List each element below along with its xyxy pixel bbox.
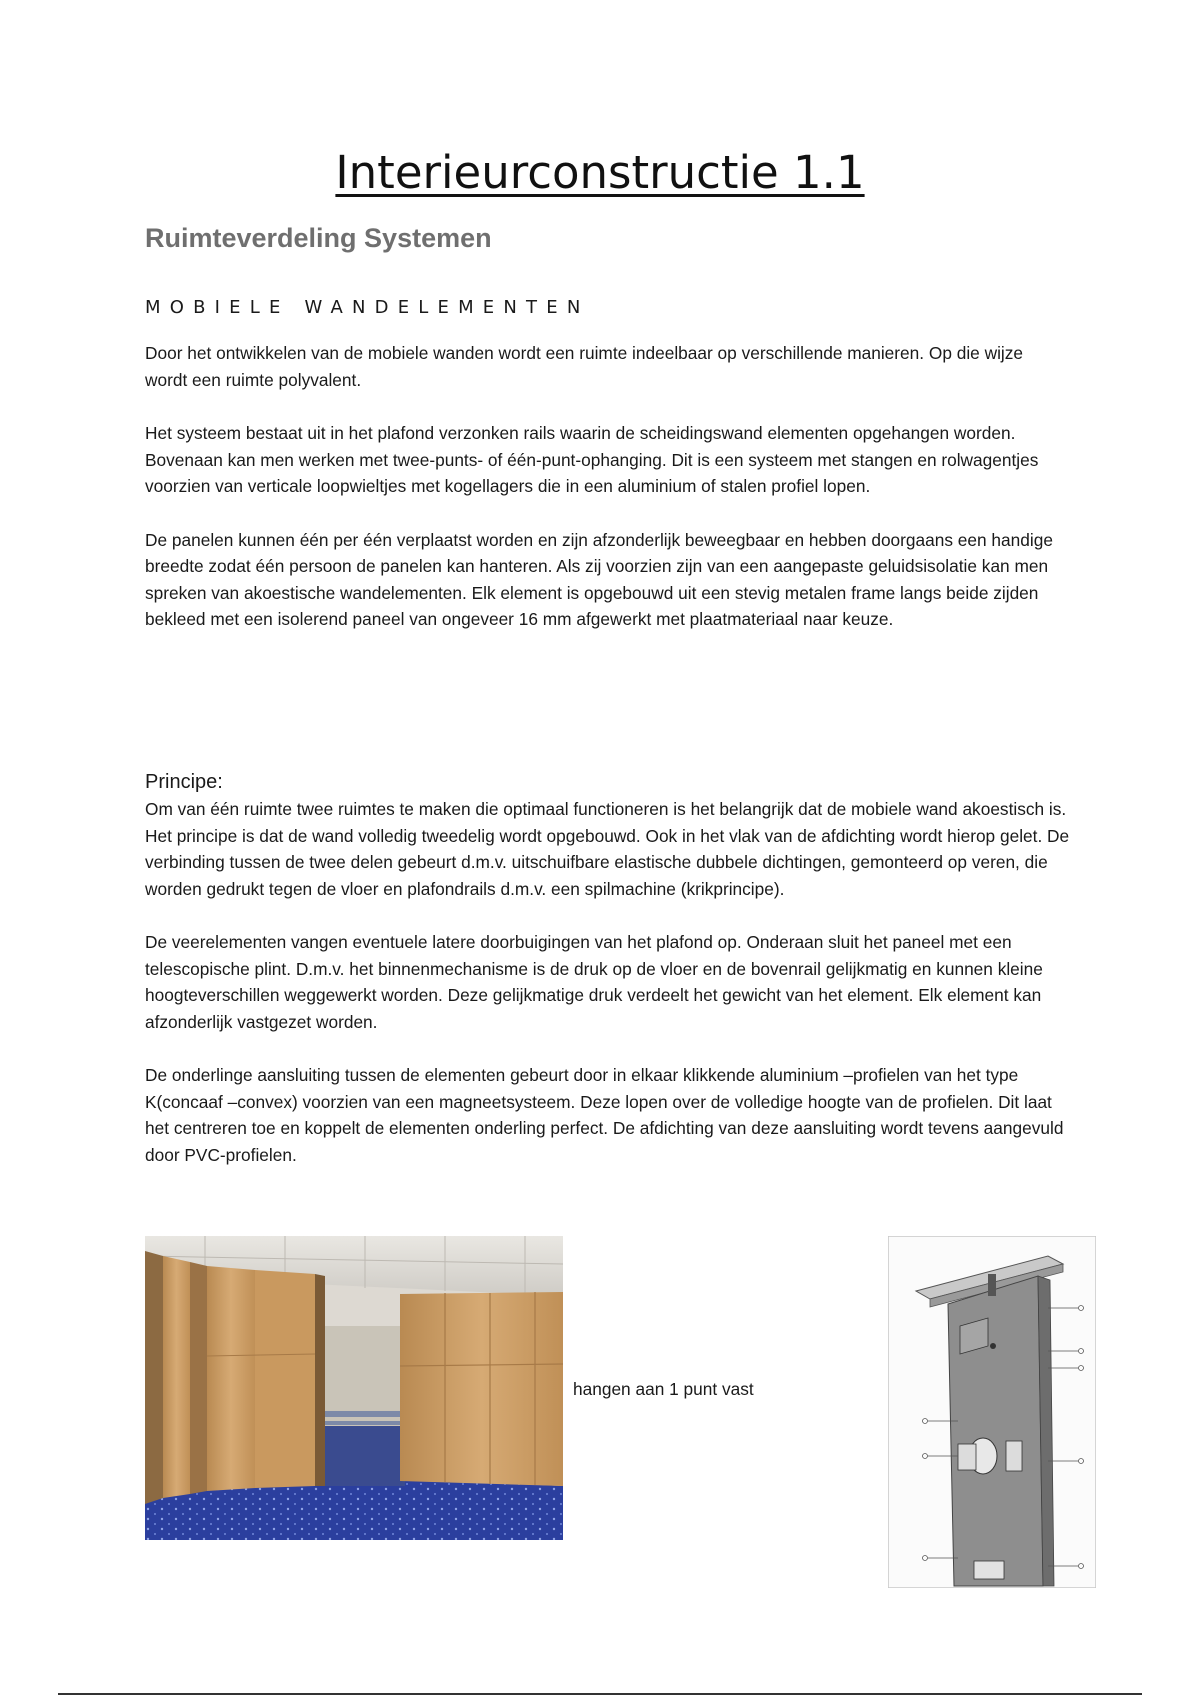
intro-paragraph-1: Door het ontwikkelen van de mobiele wanden wordt een ruimte indeelbaar op verschillende manieren. Op die wijze wordt een ruimte polyvalent. xyxy=(145,343,1024,390)
document-title: Interieurconstructie 1.1 xyxy=(335,146,865,199)
section-heading: Ruimteverdeling Systemen xyxy=(145,223,492,253)
intro-text-block xyxy=(145,340,1070,633)
intro-paragraph-2: Het systeem bestaat uit in het plafond verzonken rails waarin de scheidingswand elementen opgehangen worden. Bovenaan kan men werken met twee-punts- of één-punt-ophanging. Dit is een systeem met stangen en rolwagentjes voorzien van verticale loopwieltjes met kogellagers die in een aluminium of stalen profiel lopen. xyxy=(145,423,1039,496)
intro-paragraph-3: De panelen kunnen één per één verplaatst worden en zijn afzonderlijk beweegbaar en hebben doorgaans een handige breedte zodat één persoon de panelen kan hanteren. Als zij voorzien zijn van een aangepaste geluidsisolatie kan men spreken van akoestische wandelementen. Elk element is opgebouwd uit een stevig metalen frame langs beide zijden bekleed met een isolerend paneel van ongeveer 16 mm afgewerkt met plaatmateriaal naar keuze. xyxy=(145,529,1053,629)
principe-text-block xyxy=(145,796,1070,1168)
footer-divider xyxy=(58,1693,1142,1695)
mobile-wall-room-photo xyxy=(145,1236,563,1540)
single-point-suspension-diagram xyxy=(888,1236,1096,1588)
principe-paragraph-3: De onderlinge aansluiting tussen de elementen gebeurt door in elkaar klikkende aluminium –profielen van het type K(concaaf –convex) voorzien van een magneetsysteem. Deze lopen over de volledige hoogte van de profielen. Dit laat het centreren toe en koppelt de elementen onderling perfect. De afdichting van deze aansluiting wordt tevens aangevuld door PVC-profielen. xyxy=(145,1065,1064,1165)
principe-paragraph-1: Om van één ruimte twee ruimtes te maken die optimaal functioneren is het belangrijk dat de mobiele wand akoestisch is. Het principe is dat de wand volledig tweedelig wordt opgebouwd. Ook in het vlak van de afdichting wordt hierop gelet. De verbinding tussen de twee delen gebeurt d.m.v. uitschuifbare elastische dubbele dichtingen, gemonteerd op veren, die worden gedrukt tegen de vloer en plafondrails d.m.v. een spilmachine (krikprincipe). xyxy=(145,799,1070,899)
principe-label: Principe: xyxy=(145,771,223,793)
image-caption: hangen aan 1 punt vast xyxy=(573,1379,754,1399)
subheading-mobiele-wandelementen: MOBIELE WANDELEMENTEN xyxy=(145,297,590,318)
principe-paragraph-2: De veerelementen vangen eventuele latere doorbuigingen van het plafond op. Onderaan sluit het paneel met een telescopische plint. D.m.v. het binnenmechanisme is de druk op de vloer en de bovenrail gelijkmatig en kunnen kleine hoogteverschillen weggewerkt worden. Deze gelijkmatige druk verdeelt het gewicht van het element. Elk element kan afzonderlijk vastgezet worden. xyxy=(145,932,1043,1032)
